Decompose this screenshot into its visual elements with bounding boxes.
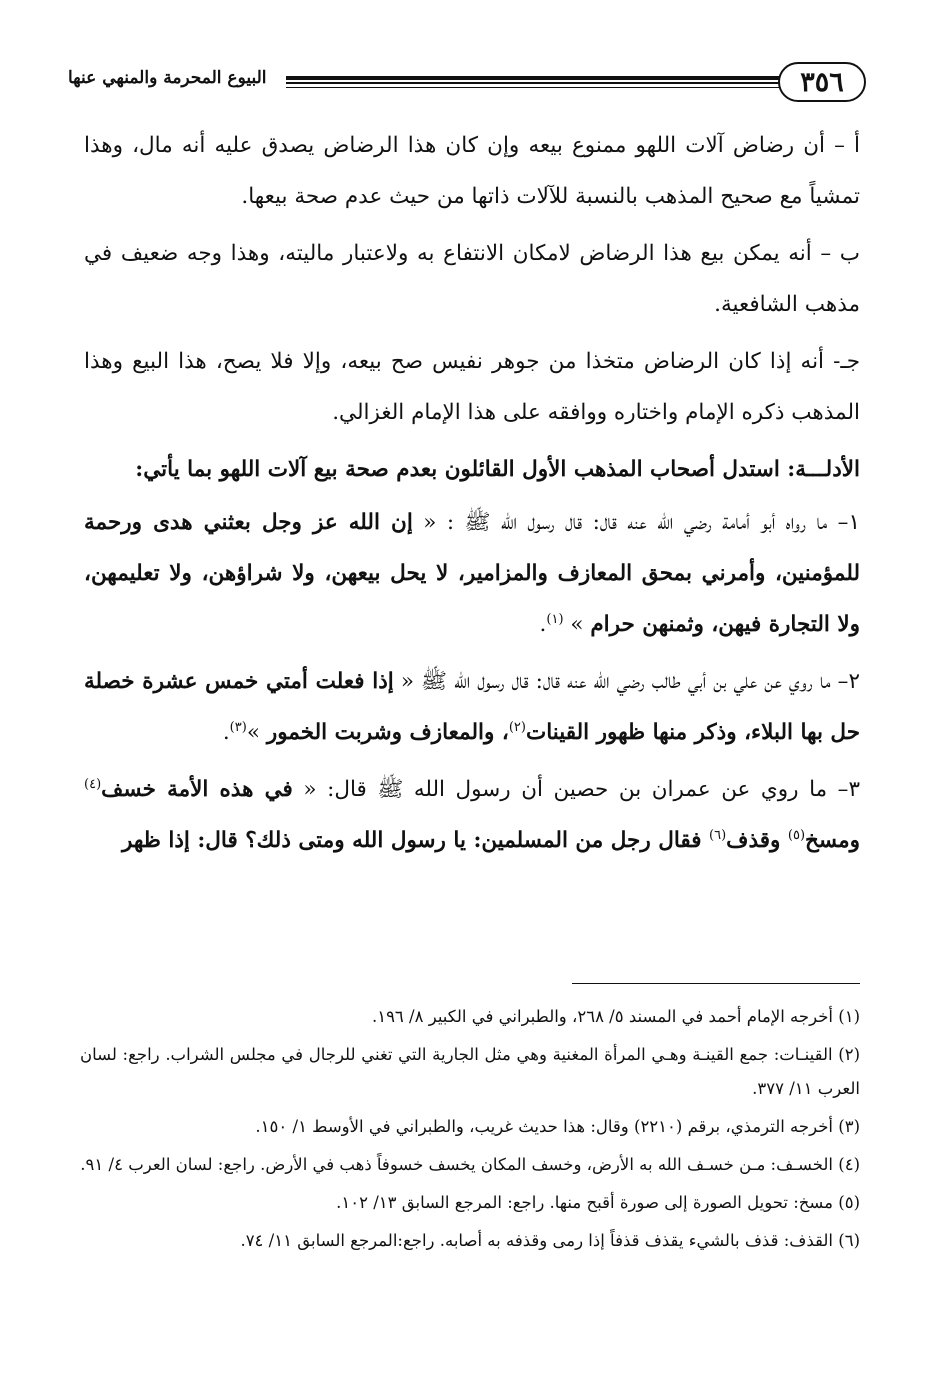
- evidence-1-hadith: إن الله عز وجل بعثني هدى ورحمة للمؤمنين، وأمرني بمحق المعازف والمزامير، لا يحل بيعهن، ولا شراؤهن، ولا تعليمهن، ولا التجارة فيهن، وثمنهن حرام: [84, 510, 860, 637]
- footnote-2: (٢) القينـات: جمع القينـة وهـي المرأة المغنية وهي مثل الجارية التي تغني للرجال في مجلس الشراب. راجع: لسان العرب ١١/ ٣٧٧.: [80, 1045, 860, 1098]
- page-header: [68, 62, 866, 106]
- evidence-2-close: »: [246, 720, 267, 745]
- evidence-3: [84, 764, 860, 866]
- evidence-3-text-c: وقذف: [726, 828, 788, 853]
- paragraph-jim: جـ- أنه إذا كان الرضاض متخذا من جوهر نفيس صح بيعه، وإلا فلا يصح، هذا البيع وهذا المذهب ذكره الإمام واختاره ووافقه على هذا الإمام الغزالي.: [84, 349, 860, 425]
- paragraph-ba: ب – أنه يمكن بيع هذا الرضاض لامكان الانتفاع به ولاعتبار ماليته، وهذا وجه ضعيف في مذهب الشافعية.: [84, 241, 860, 317]
- footnote-ref-6[interactable]: (٦): [709, 827, 727, 843]
- evidence-2-hadith-b: ، والمعازف وشربت الخمور: [266, 720, 509, 745]
- footnote-ref-3[interactable]: (٣): [229, 719, 247, 735]
- evidence-3-text-d: فقال رجل من المسلمين: يا رسول الله ومتى ذلك؟ قال: إذا ظهر: [121, 828, 710, 853]
- evidence-heading: الأدلـــة: استدل أصحاب المذهب الأول القائلون بعدم صحة بيع آلات اللهو بما يأتي:: [135, 457, 860, 482]
- evidence-2-intro: ٢– ما روي عن علي بن أبي طالب رضي الله عنه قال: قال رسول الله ﷺ «: [393, 669, 860, 694]
- evidence-3-text-b: ومسخ: [805, 828, 860, 853]
- paragraph-alif: أ – أن رضاض آلات اللهو ممنوع بيعه وإن كان هذا الرضاض يصدق عليه أنه مال، وهذا تمشياً مع صحيح المذهب بالنسبة للآلات ذاتها من حيث عدم صحة بيعها.: [84, 133, 860, 209]
- footnotes: [80, 1000, 860, 1262]
- footnote-ref-5[interactable]: (٥): [787, 827, 806, 843]
- footnote-6: (٦) القذف: قذف بالشيء يقذف قذفاً إذا رمى وقذفه به أصابه. راجع:المرجع السابق ١١/ ٧٤.: [240, 1231, 860, 1250]
- evidence-3-intro: ٣– ما روي عن عمران بن حصين أن رسول الله ﷺ قال: «: [292, 777, 860, 802]
- evidence-1-end: .: [539, 612, 547, 637]
- evidence-1-intro: ١– ما رواه أبو أمامة رضي الله عنه قال: قال رسول الله ﷺ : «: [412, 510, 860, 535]
- evidence-2: [84, 656, 860, 758]
- footnote-4: (٤) الخسـف: مـن خسـف الله به الأرض، وخسف المكان يخسف خسوفاً ذهب في الأرض. راجع: لسان العرب ٤/ ٩١.: [80, 1155, 860, 1174]
- footnote-ref-2[interactable]: (٢): [508, 719, 526, 735]
- header-rule: [286, 76, 780, 88]
- running-title: البيوع المحرمة والمنهي عنها: [68, 68, 267, 88]
- evidence-2-hadith-a: إذا فعلت أمتي خمس عشرة خصلة حل بها البلاء، وذكر منها ظهور القينات: [84, 669, 860, 745]
- footnote-ref-1[interactable]: (١): [546, 611, 564, 627]
- footnote-5: (٥) مسخ: تحويل الصورة إلى صورة أقبح منها. راجع: المرجع السابق ١٣/ ١٠٢.: [336, 1193, 860, 1212]
- evidence-1: [84, 497, 860, 650]
- footnote-1: (١) أخرجه الإمام أحمد في المسند ٥/ ٢٦٨، والطبراني في الكبير ٨/ ١٩٦.: [371, 1007, 860, 1026]
- evidence-2-end: .: [222, 720, 230, 745]
- footnote-3: (٣) أخرجه الترمذي، برقم (٢٢١٠) وقال: هذا حديث غريب، والطبراني في الأوسط ١/ ١٥٠.: [255, 1117, 860, 1136]
- footnote-separator: [572, 983, 860, 984]
- evidence-3-text-a: في هذه الأمة خسف: [101, 777, 293, 802]
- footnote-ref-4[interactable]: (٤): [84, 776, 102, 792]
- page-number: ٣٥٦: [778, 62, 866, 102]
- evidence-1-close: »: [563, 612, 591, 637]
- header-rule-inner-line: [286, 82, 780, 84]
- body-text: [84, 120, 860, 872]
